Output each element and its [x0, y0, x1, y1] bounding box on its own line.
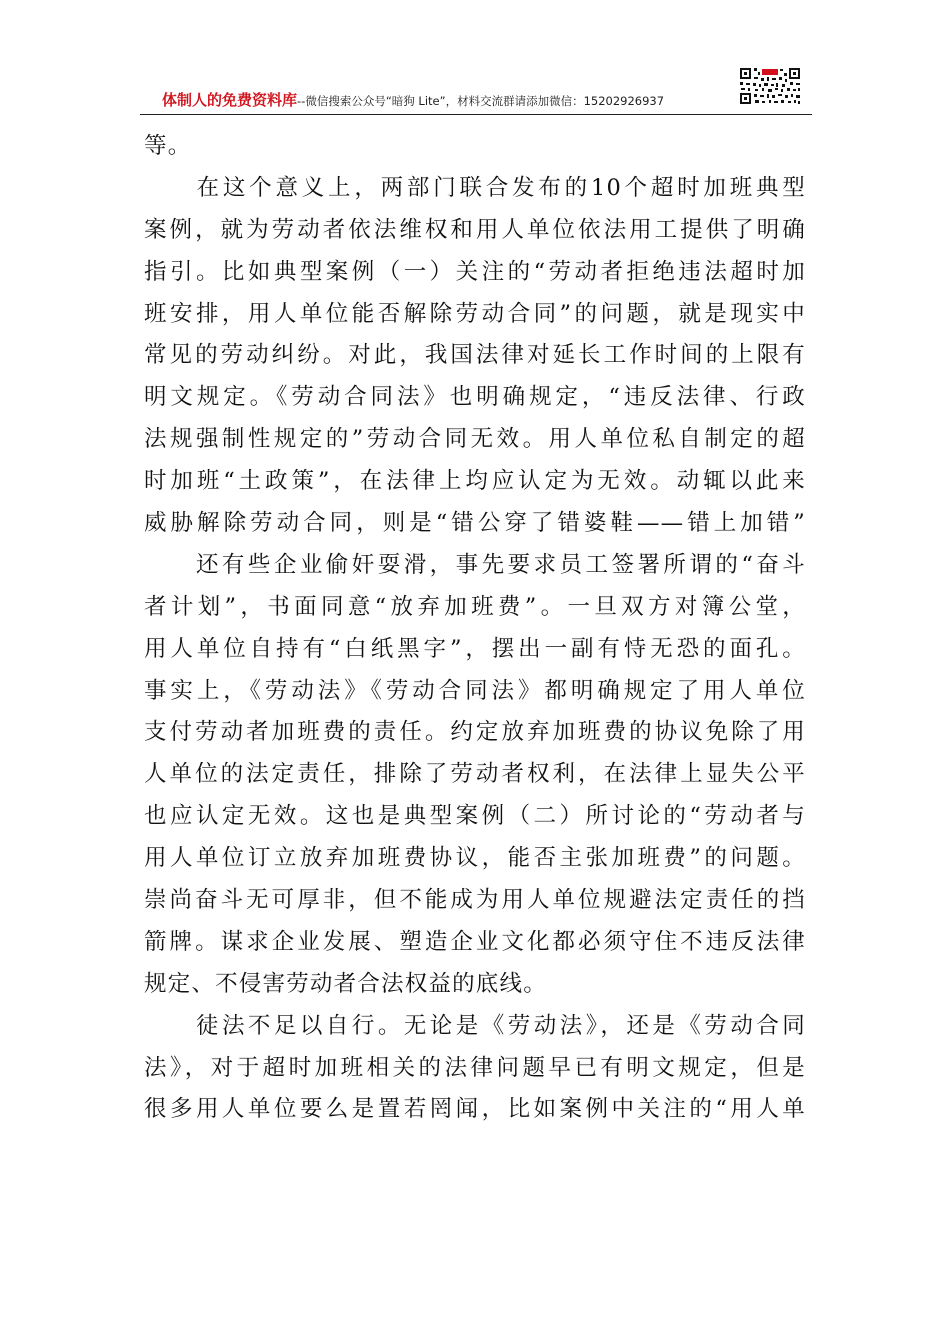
text-line: 事实上，《劳动法》《劳动合同法》都明确规定了用人单位	[144, 677, 806, 704]
text-line: 人单位的法定责任，排除了劳动者权利，在法律上显失公平	[144, 761, 806, 788]
text-line: 等。	[144, 133, 192, 159]
header-divider	[140, 114, 812, 115]
text-line: 规定、不侵害劳动者合法权益的底线。	[144, 970, 547, 997]
text-line: 徒法不足以自行。无论是《劳动法》，还是《劳动合同	[144, 1012, 806, 1039]
text-line: 支付劳动者加班费的责任。约定放弃加班费的协议免除了用	[144, 719, 806, 746]
text-line: 者计划”，书面同意“放弃加班费”。一旦双方对簿公堂，	[144, 593, 806, 620]
document-body	[144, 126, 806, 1131]
text-line: 很多用人单位要么是置若罔闻，比如案例中关注的“用人单	[144, 1096, 806, 1123]
header-text	[162, 91, 664, 110]
text-line: 法规强制性规定的”劳动合同无效。用人单位私自制定的超	[144, 426, 806, 453]
page-header	[140, 64, 812, 116]
text-line: 案例，就为劳动者依法维权和用人单位依法用工提供了明确	[144, 216, 806, 243]
text-line: 用人单位自持有“白纸黑字”，摆出一副有恃无恐的面孔。	[144, 635, 806, 662]
text-line: 崇尚奋斗无可厚非，但不能成为用人单位规避法定责任的挡	[144, 887, 806, 914]
text-line: 箭牌。谋求企业发展、塑造企业文化都必须守住不违反法律	[144, 928, 806, 955]
text-line: 常见的劳动纠纷。对此，我国法律对延长工作时间的上限有	[144, 342, 806, 369]
text-line: 还有些企业偷奸耍滑，事先要求员工签署所谓的“奋斗	[144, 551, 806, 578]
text-line: 明文规定。《劳动合同法》也明确规定，“违反法律、行政	[144, 384, 806, 411]
text-line: 指引。比如典型案例（一）关注的“劳动者拒绝违法超时加	[144, 258, 806, 285]
header-subtitle: --微信搜索公众号“暗狗 Lite”，材料交流群请添加微信：15202926937	[297, 94, 665, 108]
header-brand: 体制人的免费资料库	[162, 91, 298, 109]
text-line: 法》，对于超时加班相关的法律问题早已有明文规定，但是	[144, 1054, 806, 1081]
text-line: 也应认定无效。这也是典型案例（二）所讨论的“劳动者与	[144, 803, 806, 830]
text-line: 用人单位订立放弃加班费协议，能否主张加班费”的问题。	[144, 845, 806, 872]
text-line: 时加班“土政策”，在法律上均应认定为无效。动辄以此来	[144, 468, 806, 495]
text-line: 在这个意义上，两部门联合发布的10个超时加班典型	[144, 174, 806, 201]
text-line: 班安排，用人单位能否解除劳动合同”的问题，就是现实中	[144, 300, 806, 327]
text-line: 威胁解除劳动合同，则是“错公穿了错婆鞋——错上加错”	[144, 510, 806, 537]
qr-code-icon	[738, 66, 802, 106]
